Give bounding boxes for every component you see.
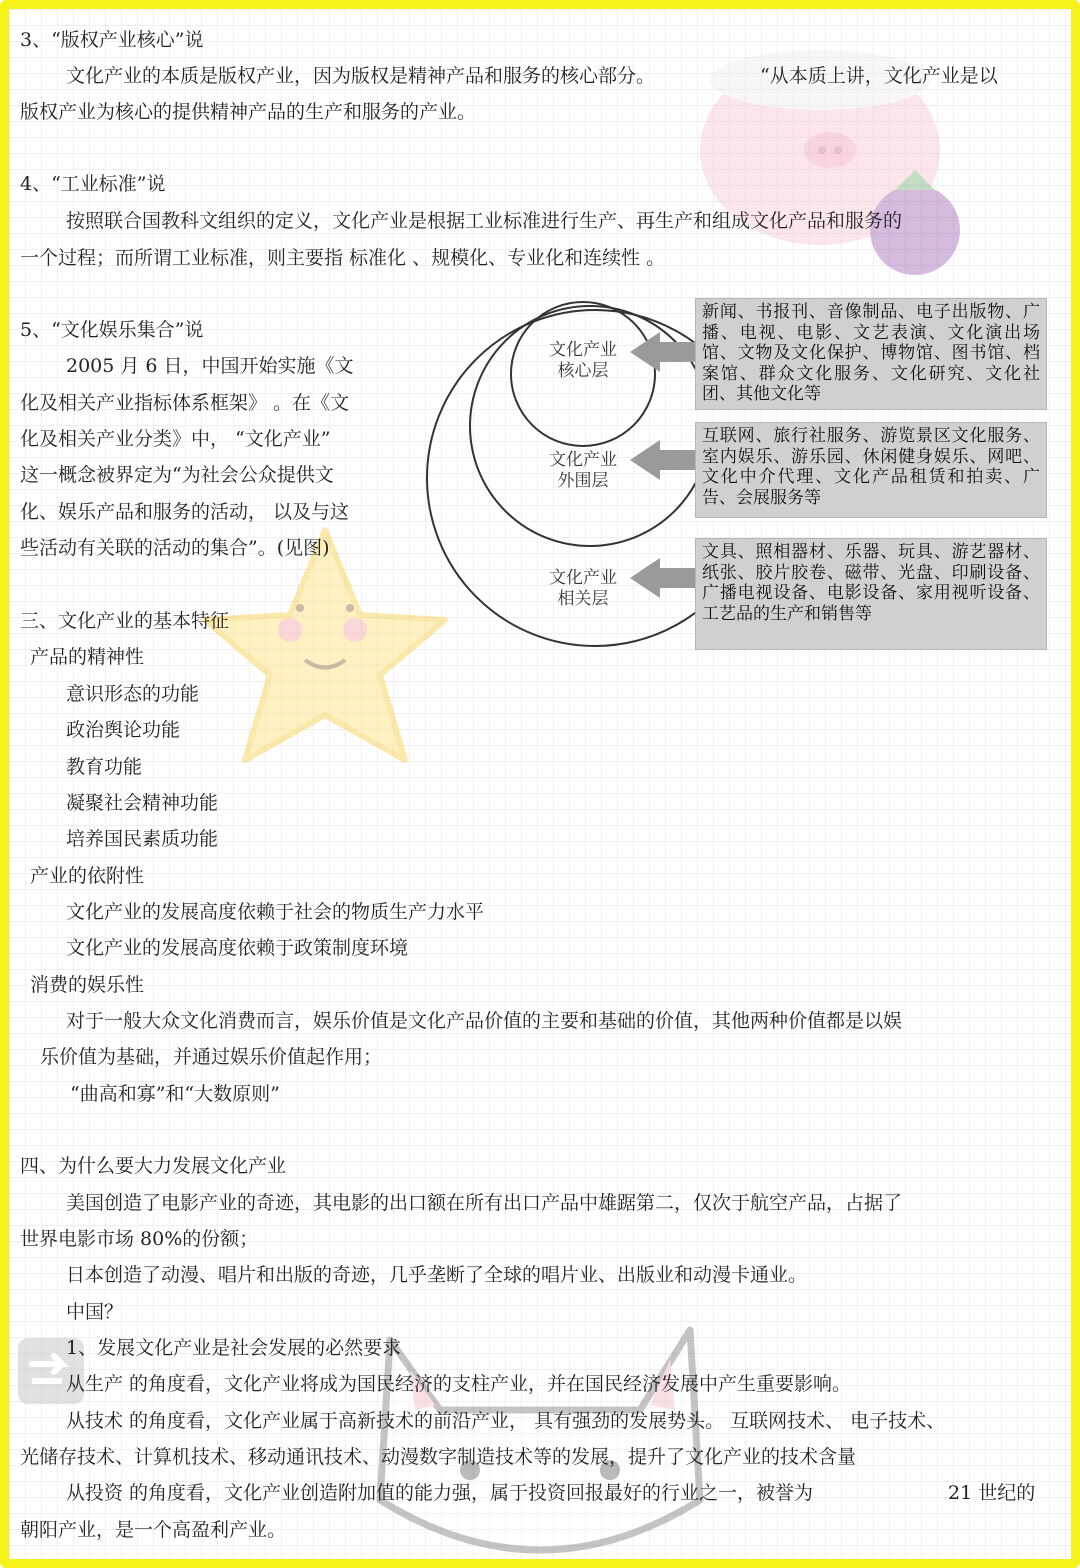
investment-paragraph-line2: 朝阳产业，是一个高盈利产业。 (20, 1519, 287, 1541)
entertainment-paragraph-line1: 对于一般大众文化消费而言，娱乐价值是文化产品价值的主要和基础的价值，其他两种价值都是以娱 (66, 1010, 903, 1032)
production-paragraph: 从生产 的角度看，文化产业将成为国民经济的支柱产业，并在国民经济发展中产生重要影响。 (66, 1373, 852, 1395)
outer-layer-label (533, 450, 633, 492)
outer-layer-label-line2: 外围层 (557, 471, 609, 491)
sub-heading-dependency: 产业的依附性 (30, 865, 145, 887)
china-question: 中国？ (66, 1301, 124, 1323)
point-1-heading: 1、发展文化产业是社会发展的必然要求 (66, 1337, 402, 1359)
technology-paragraph-line1: 从技术 的角度看，文化产业属于高新技术的前沿产业， 具有强劲的发展势头。 互联网技术、 电子技术、 (66, 1410, 946, 1432)
section3-heading: 3、“版权产业核心”说 (20, 29, 204, 51)
list-item: 凝聚社会精神功能 (66, 792, 219, 814)
japan-paragraph: 日本创造了动漫、唱片和出版的奇迹，几乎垄断了全球的唱片业、出版业和动漫卡通业。 (66, 1264, 808, 1286)
technology-paragraph-line2: 光储存技术、计算机技术、移动通讯技术、动漫数字制造技术等的发展，提升了文化产业的技术含量 (20, 1446, 857, 1468)
section5-line: 2005 月 6 日，中国开始实施《文 (66, 355, 354, 377)
related-layer-label (533, 568, 633, 610)
related-layer-label-line2: 相关层 (557, 589, 609, 609)
section3-text-line1b: “从本质上讲，文化产业是以 (760, 65, 998, 87)
related-layer-label-line1: 文化产业 (549, 568, 617, 588)
investment-paragraph-line1b: 21 世纪的 (948, 1482, 1036, 1504)
culture-industry-diagram (425, 292, 1065, 664)
section-three-heading: 三、文化产业的基本特征 (20, 610, 230, 632)
sub-heading-spirituality: 产品的精神性 (30, 646, 145, 668)
entertainment-paragraph-line2: 乐价值为基础，并通过娱乐价值起作用； (40, 1046, 383, 1068)
section-four-heading: 四、为什么要大力发展文化产业 (20, 1155, 287, 1177)
outer-layer-box: 互联网、旅行社服务、游览景区文化服务、室内娱乐、游乐园、休闲健身娱乐、网吧、文化中介代理、文化产品租赁和拍卖、广告、会展服务等 (695, 422, 1047, 518)
section5-line: 化及相关产业指标体系框架》 。在《文 (20, 392, 350, 414)
us-paragraph-line1: 美国创造了电影产业的奇迹，其电影的出口额在所有出口产品中雄踞第二，仅次于航空产品，占据了 (66, 1192, 903, 1214)
section4-heading: 4、“工业标准”说 (20, 173, 166, 195)
section5-heading: 5、“文化娱乐集合”说 (20, 319, 204, 341)
section3-text-line1: 文化产业的本质是版权产业，因为版权是精神产品和服务的核心部分。 (66, 65, 656, 87)
list-item: 政治舆论功能 (66, 719, 181, 741)
section4-text-line2: 一个过程；而所谓工业标准，则主要指 标准化 、规模化、专业化和连续性 。 (20, 247, 666, 269)
outer-layer-label-line1: 文化产业 (549, 450, 617, 470)
list-item: 意识形态的功能 (66, 683, 200, 705)
section5-line: 化及相关产业分类》中， “文化产业” (20, 428, 331, 450)
list-item: 文化产业的发展高度依赖于社会的物质生产力水平 (66, 901, 485, 923)
core-layer-label-line2: 核心层 (557, 361, 609, 381)
list-item: 文化产业的发展高度依赖于政策制度环境 (66, 937, 409, 959)
entertainment-paragraph-line3: “曲高和寡”和“大数原则” (70, 1083, 280, 1105)
list-item: 教育功能 (66, 756, 143, 778)
section5-line: 这一概念被界定为“为社会公众提供文 (20, 464, 334, 486)
sub-heading-entertainment: 消费的娱乐性 (30, 974, 145, 996)
section4-text-line1: 按照联合国教科文组织的定义，文化产业是根据工业标准进行生产、再生产和组成文化产品和服务的 (66, 210, 903, 232)
section3-text-line2: 版权产业为核心的提供精神产品的生产和服务的产业。 (20, 101, 477, 123)
related-layer-box: 文具、照相器材、乐器、玩具、游艺器材、纸张、胶片胶卷、磁带、光盘、印刷设备、广播电视设备、电影设备、家用视听设备、工艺品的生产和销售等 (695, 538, 1047, 650)
list-item: 培养国民素质功能 (66, 828, 219, 850)
core-layer-label (533, 340, 633, 382)
core-layer-box: 新闻、书报刊、音像制品、电子出版物、广播、电视、电影、文艺表演、文化演出场馆、文物及文化保护、博物馆、图书馆、档案馆、群众文化服务、文化研究、文化社团、其他文化等 (695, 298, 1047, 410)
section5-line: 些活动有关联的活动的集合”。(见图) (20, 537, 330, 559)
core-layer-label-line1: 文化产业 (549, 340, 617, 360)
section5-line: 化、娱乐产品和服务的活动， 以及与这 (20, 501, 350, 523)
investment-paragraph-line1: 从投资 的角度看，文化产业创造附加值的能力强，属于投资回报最好的行业之一，被誉为 (66, 1482, 814, 1504)
us-paragraph-line2: 世界电影市场 80%的份额； (20, 1228, 259, 1250)
